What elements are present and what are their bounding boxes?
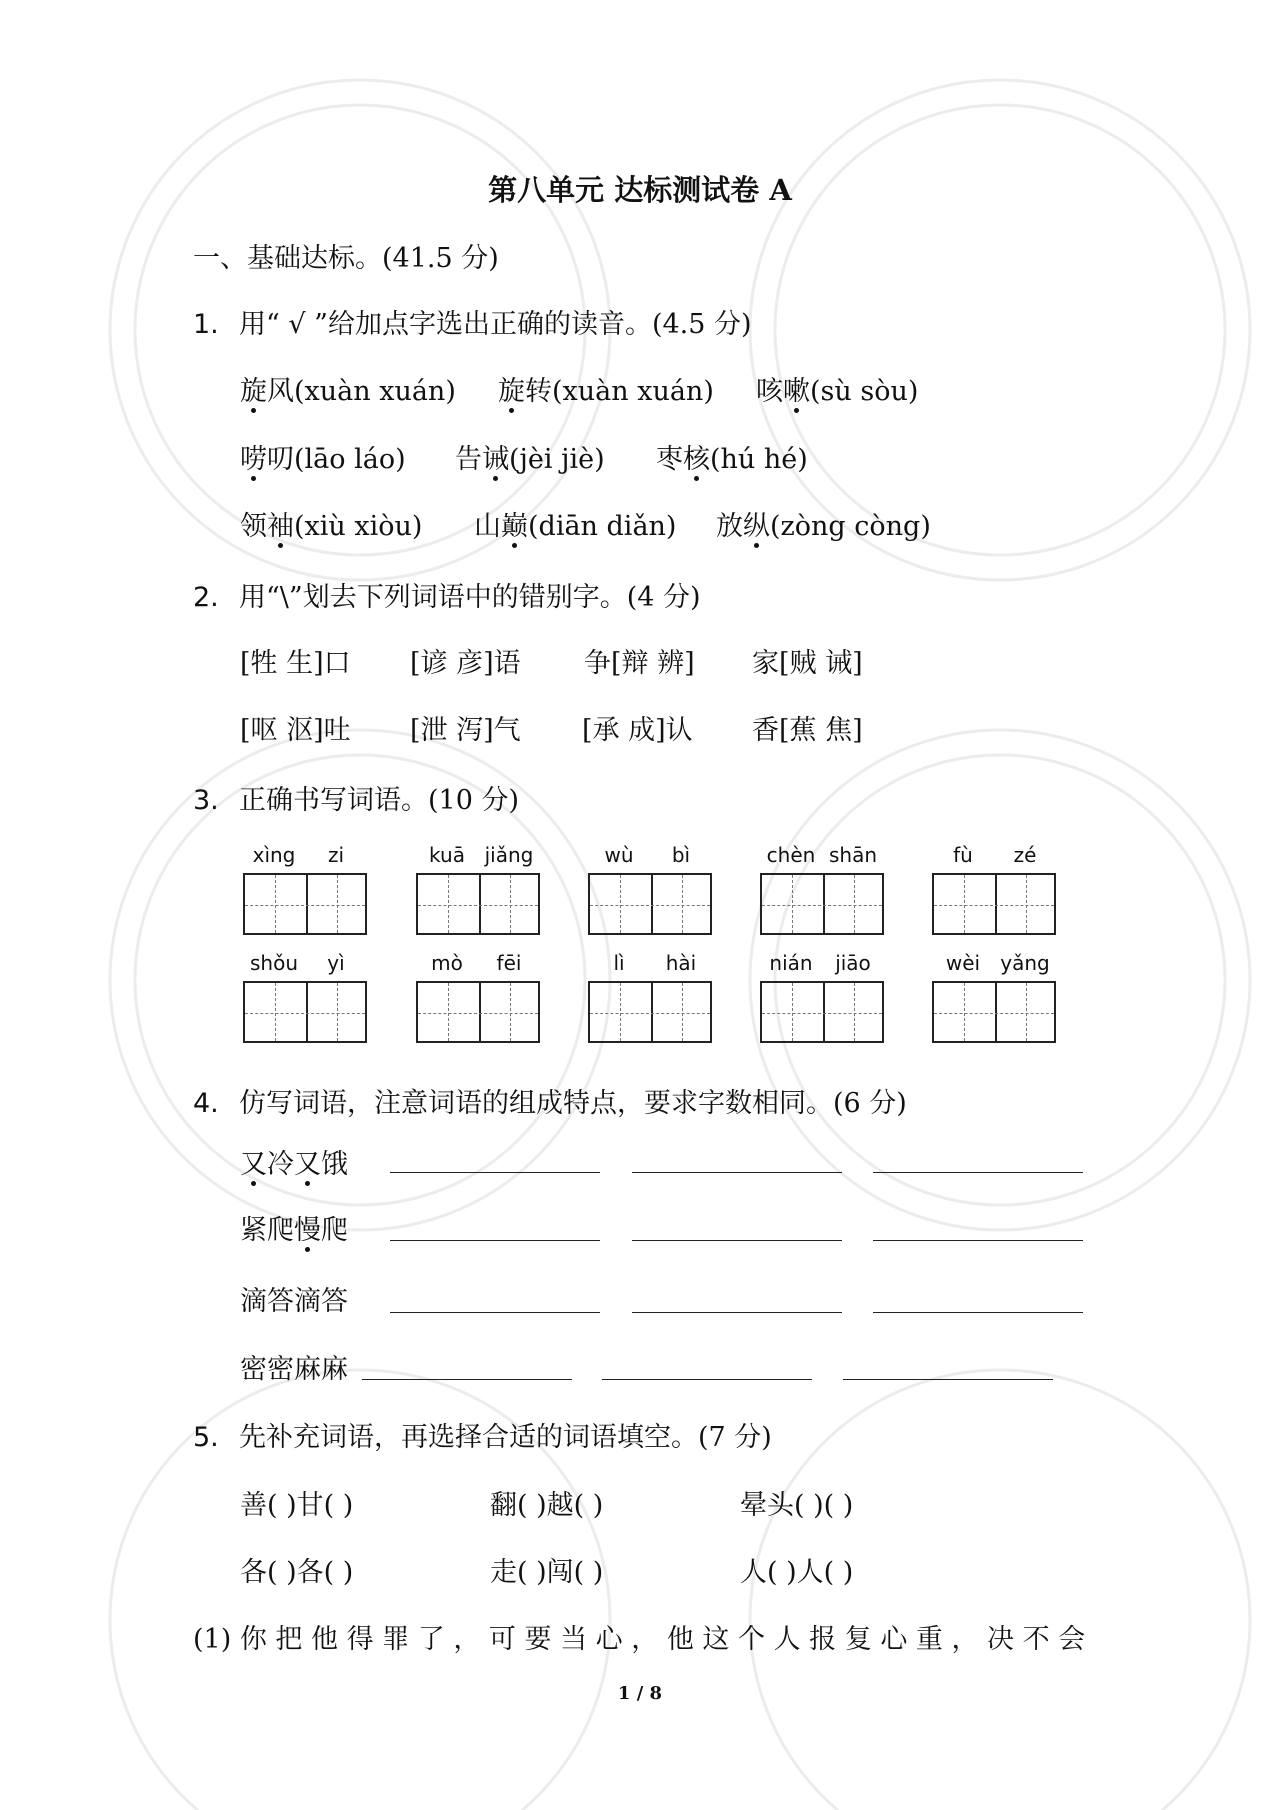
divider	[479, 875, 481, 933]
item: 咳嗽(sù sòu)	[756, 376, 919, 407]
q1-row-3	[240, 504, 422, 543]
answer-line[interactable]	[632, 1312, 842, 1313]
question-text: 先补充词语，再选择合适的词语填空。(7 分)	[239, 1422, 772, 1453]
guide-line	[275, 875, 276, 933]
question-text: 仿写词语，注意词语的组成特点，要求字数相同。(6 分)	[239, 1088, 907, 1119]
question-4	[193, 1081, 907, 1120]
pinyin-label: yì	[327, 951, 345, 975]
divider	[823, 983, 825, 1041]
item: 领袖(xiù xiòu)	[240, 511, 423, 542]
guide-line	[245, 1013, 365, 1014]
guide-line	[934, 905, 1054, 906]
writing-cell-pair[interactable]	[588, 951, 712, 1043]
guide-line	[762, 905, 882, 906]
pinyin-label: jiǎng	[484, 843, 534, 867]
q2-item: 香[蕉 焦]	[752, 715, 863, 746]
guide-line	[337, 875, 338, 933]
guide-line	[964, 875, 965, 933]
q4-example-3: 滴答滴答	[240, 1286, 348, 1317]
pinyin-label: kuā	[429, 843, 465, 867]
item: 告诫(jèi jiè)	[455, 444, 605, 475]
item: 枣核(hú hé)	[656, 444, 808, 475]
guide-line	[792, 875, 793, 933]
guide-line	[510, 875, 511, 933]
pinyin-label: hài	[665, 951, 697, 975]
item: 旋转(xuàn xuán)	[498, 376, 714, 407]
q5-fill: 善( )甘( )	[240, 1490, 354, 1521]
pinyin-label: nián	[769, 951, 813, 975]
divider	[995, 983, 997, 1041]
writing-cell-pair[interactable]	[932, 951, 1056, 1043]
answer-line[interactable]	[873, 1240, 1083, 1241]
q5-sentence: (1) 你 把 他 得 罪 了 ， 可 要 当 心 ， 他 这 个 人 报 复 心 重 ， 决 不 会	[193, 1624, 1086, 1655]
question-number: 1.	[193, 309, 219, 340]
writing-box[interactable]	[588, 873, 712, 935]
q1-row-3b	[474, 504, 676, 543]
pinyin-label: fù	[953, 843, 973, 867]
q2-item: [泄 泻]气	[410, 715, 521, 746]
guide-line	[448, 875, 449, 933]
writing-box[interactable]	[243, 873, 367, 935]
guide-line	[245, 905, 365, 906]
q1-row-2	[240, 437, 406, 476]
guide-line	[1026, 875, 1027, 933]
q2-item: 争[辩 辨]	[584, 648, 695, 679]
answer-line[interactable]	[362, 1379, 572, 1380]
question-number: 3.	[193, 785, 219, 816]
q5-fill: 晕头( )( )	[740, 1490, 854, 1521]
pinyin-label: zé	[1013, 843, 1037, 867]
guide-line	[620, 875, 621, 933]
writing-box[interactable]	[588, 981, 712, 1043]
item: 山巅(diān diǎn)	[474, 511, 677, 542]
question-text: 用“\”划去下列词语中的错别字。(4 分)	[239, 582, 701, 613]
pinyin-label: mò	[431, 951, 463, 975]
guide-line	[1026, 983, 1027, 1041]
q5-fill: 翻( )越( )	[490, 1490, 604, 1521]
divider	[651, 875, 653, 933]
writing-box[interactable]	[760, 981, 884, 1043]
question-text: 正确书写词语。(10 分)	[239, 785, 520, 816]
pinyin-label: shān	[828, 843, 878, 867]
pinyin-label: fēi	[496, 951, 522, 975]
pinyin-label: zi	[327, 843, 345, 867]
guide-line	[682, 983, 683, 1041]
guide-line	[590, 905, 710, 906]
page-number: 1 / 8	[617, 1683, 663, 1704]
pinyin-label: chèn	[766, 843, 816, 867]
q4-example-2: 紧爬慢爬	[240, 1215, 348, 1246]
writing-cell-pair[interactable]	[416, 843, 540, 935]
q5-fill: 各( )各( )	[240, 1557, 354, 1588]
section-heading: 一、基础达标。(41.5 分)	[193, 243, 499, 274]
q5-fill: 走( )闯( )	[490, 1557, 604, 1588]
guide-line	[854, 875, 855, 933]
divider	[651, 983, 653, 1041]
pinyin-label: shǒu	[249, 951, 298, 975]
question-text: 用“ √ ”给加点字选出正确的读音。(4.5 分)	[239, 309, 752, 340]
question-number: 5.	[193, 1422, 219, 1453]
item: 唠叨(lāo láo)	[240, 444, 406, 475]
guide-line	[682, 875, 683, 933]
writing-box[interactable]	[243, 981, 367, 1043]
answer-line[interactable]	[873, 1312, 1083, 1313]
writing-box[interactable]	[416, 981, 540, 1043]
pinyin-label: lì	[613, 951, 625, 975]
pinyin-label: xìng	[252, 843, 296, 867]
guide-line	[418, 905, 538, 906]
guide-line	[418, 1013, 538, 1014]
writing-cell-pair[interactable]	[416, 951, 540, 1043]
writing-cell-pair[interactable]	[760, 843, 884, 935]
q5-fill: 人( )人( )	[740, 1557, 854, 1588]
q1-row-2c	[656, 437, 808, 476]
question-5	[193, 1415, 772, 1454]
pinyin-label: yǎng	[1000, 951, 1050, 975]
divider	[306, 875, 308, 933]
q1-row-3c	[716, 504, 931, 543]
writing-box[interactable]	[932, 981, 1056, 1043]
pinyin-label: wù	[604, 843, 634, 867]
q2-item: 家[贼 诫]	[752, 648, 863, 679]
guide-line	[275, 983, 276, 1041]
answer-line[interactable]	[390, 1240, 600, 1241]
writing-cell-pair[interactable]	[760, 951, 884, 1043]
guide-line	[448, 983, 449, 1041]
divider	[823, 875, 825, 933]
writing-box[interactable]	[760, 873, 884, 935]
answer-line[interactable]	[390, 1312, 600, 1313]
guide-line	[854, 983, 855, 1041]
pinyin-label: jiāo	[835, 951, 871, 975]
item: 旋风(xuàn xuán)	[240, 376, 456, 407]
divider	[479, 983, 481, 1041]
question-1	[193, 302, 752, 341]
q2-item: [承 成]认	[582, 715, 693, 746]
writing-cell-pair[interactable]	[932, 843, 1056, 935]
answer-line[interactable]	[390, 1172, 600, 1173]
q2-item: [谚 彦]语	[410, 648, 521, 679]
q2-item: [牲 生]口	[240, 648, 351, 679]
answer-line[interactable]	[632, 1172, 842, 1173]
question-3	[193, 778, 519, 817]
guide-line	[934, 1013, 1054, 1014]
q1-row-1c	[756, 369, 918, 408]
answer-line[interactable]	[873, 1172, 1083, 1173]
answer-line[interactable]	[602, 1379, 812, 1380]
question-2	[193, 575, 701, 614]
answer-line[interactable]	[843, 1379, 1053, 1380]
q4-example-1: 又冷又饿	[240, 1149, 348, 1180]
question-number: 4.	[193, 1088, 219, 1119]
writing-cell-pair[interactable]	[243, 843, 367, 935]
writing-box[interactable]	[416, 873, 540, 935]
q4-example-4: 密密麻麻	[240, 1354, 348, 1385]
guide-line	[964, 983, 965, 1041]
page-title: 第八单元 达标测试卷 A	[488, 173, 792, 207]
divider	[995, 875, 997, 933]
writing-cell-pair[interactable]	[243, 951, 367, 1043]
pinyin-label: bì	[671, 843, 691, 867]
q1-row-1b	[498, 369, 714, 408]
q2-item: [呕 沤]吐	[240, 715, 351, 746]
pinyin-label: wèi	[945, 951, 981, 975]
guide-line	[510, 983, 511, 1041]
answer-line[interactable]	[632, 1240, 842, 1241]
item: 放纵(zòng còng)	[716, 511, 931, 542]
question-number: 2.	[193, 582, 219, 613]
q1-row-1	[240, 369, 456, 408]
divider	[306, 983, 308, 1041]
guide-line	[762, 1013, 882, 1014]
guide-line	[792, 983, 793, 1041]
guide-line	[337, 983, 338, 1041]
guide-line	[620, 983, 621, 1041]
writing-box[interactable]	[932, 873, 1056, 935]
guide-line	[590, 1013, 710, 1014]
writing-cell-pair[interactable]	[588, 843, 712, 935]
q1-row-2b	[455, 437, 605, 476]
